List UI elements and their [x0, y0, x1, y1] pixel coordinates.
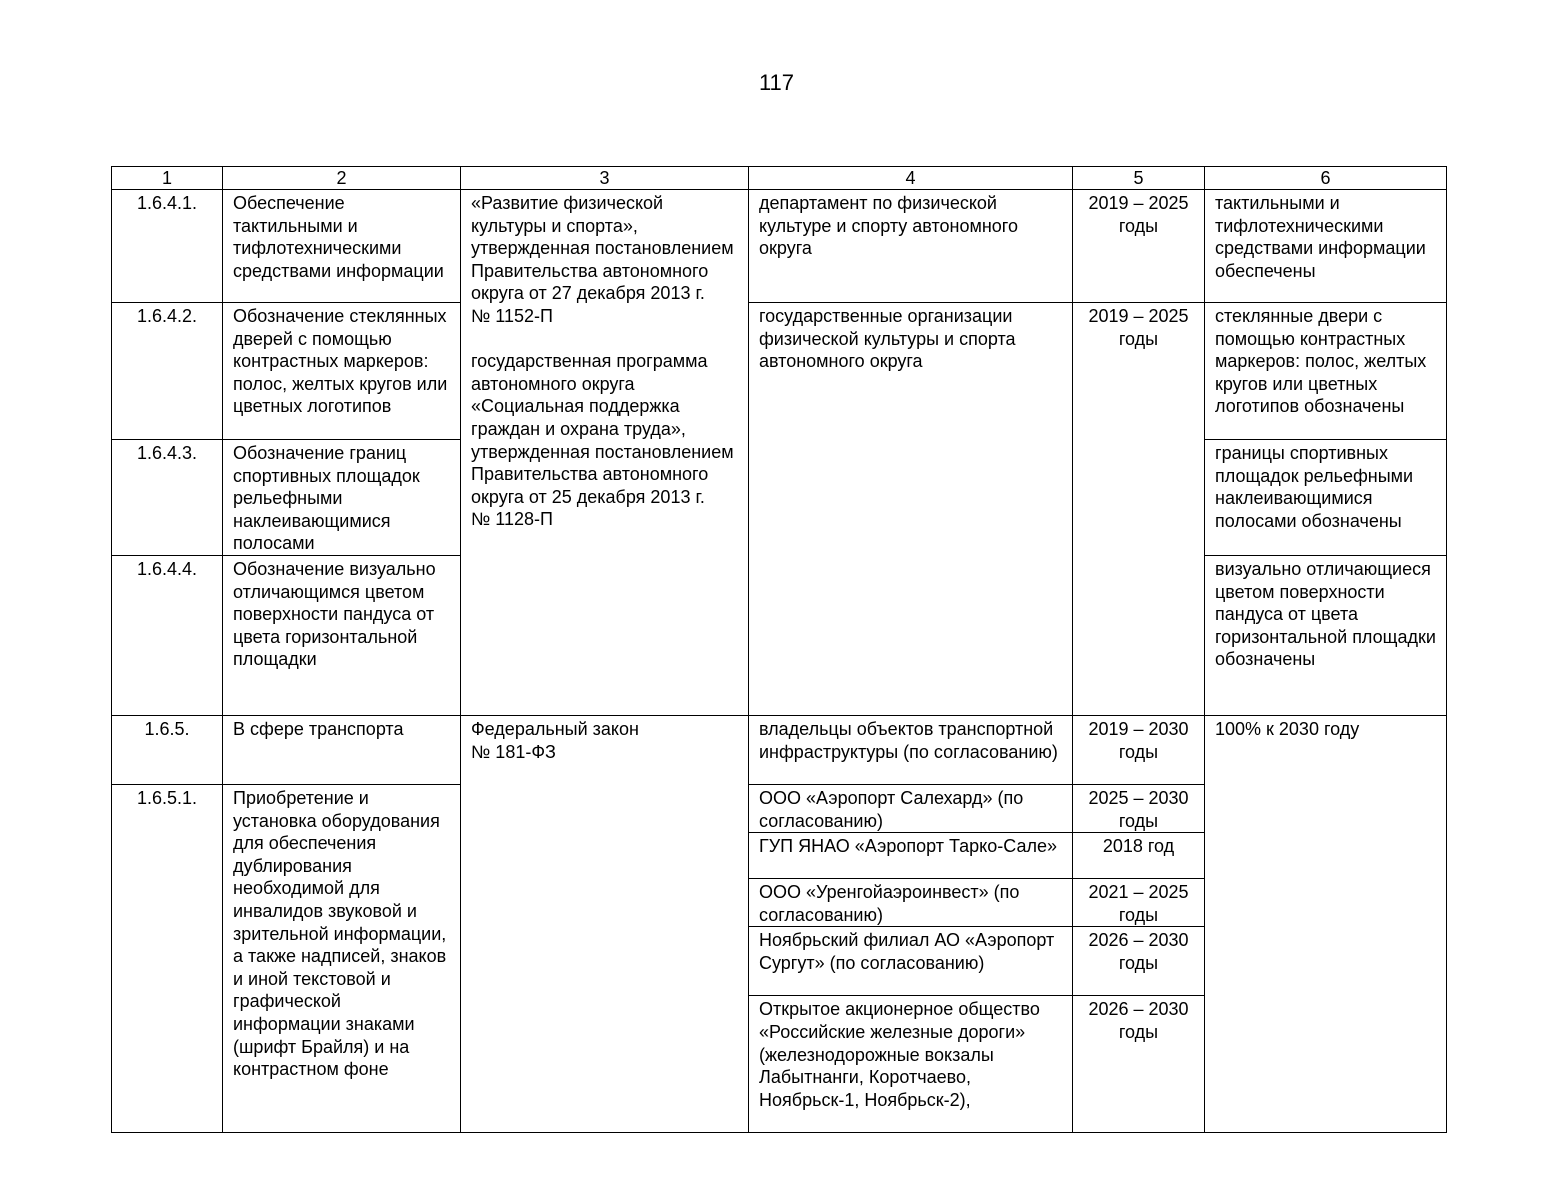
result-cell: стеклянные двери с помощью контрастных маркеров: полос, желтых кругов или цветных логотипов обозначены: [1205, 303, 1447, 440]
legal-basis-cell: [461, 190, 749, 716]
legal-basis-text: № 1152-П: [471, 305, 553, 326]
result-cell: 100% к 2030 году: [1205, 715, 1447, 1132]
item-number: 1.6.4.1.: [112, 190, 223, 303]
executor-cell: Открытое акционерное общество «Российские железные дороги» (железнодорожные вокзалы Лабытнанги, Коротчаево, Ноябрьск-1, Ноябрьск-2),: [749, 996, 1073, 1133]
result-cell: границы спортивных площадок рельефными наклеивающимися полосами обозначены: [1205, 440, 1447, 556]
measures-table: [111, 166, 1447, 1133]
executor-cell: Ноябрьский филиал АО «Аэропорт Сургут» (по согласованию): [749, 927, 1073, 996]
executor-cell: государственные организации физической культуры и спорта автономного округа: [749, 303, 1073, 716]
legal-basis-text: № 1128-П: [471, 509, 553, 530]
result-cell: визуально отличающиеся цветом поверхности пандуса от цвета горизонтальной площадки обозначены: [1205, 555, 1447, 715]
period-cell: 2019 – 2030 годы: [1073, 715, 1205, 784]
table-row: [112, 190, 1447, 303]
period-cell: 2026 – 2030 годы: [1073, 927, 1205, 996]
item-number: 1.6.4.3.: [112, 440, 223, 556]
result-cell: тактильными и тифлотехническими средствами информации обеспечены: [1205, 190, 1447, 303]
item-number: 1.6.5.1.: [112, 784, 223, 1132]
period-cell: 2021 – 2025 годы: [1073, 879, 1205, 927]
legal-basis-text: Федеральный закон: [471, 718, 639, 739]
legal-basis-text: «Развитие физической культуры и спорта», утвержденная постановлением Правительства автономного округа от 27 декабря 2013 г.: [471, 193, 734, 304]
executor-cell: департамент по физической культуре и спорту автономного округа: [749, 190, 1073, 303]
period-cell: 2019 – 2025 годы: [1073, 190, 1205, 303]
item-number: 1.6.4.4.: [112, 555, 223, 715]
column-header: 6: [1205, 167, 1447, 190]
period-cell: 2026 – 2030 годы: [1073, 996, 1205, 1133]
column-header: 5: [1073, 167, 1205, 190]
period-cell: 2018 год: [1073, 833, 1205, 879]
item-number: 1.6.5.: [112, 715, 223, 784]
measure-cell: Обозначение визуально отличающимся цветом поверхности пандуса от цвета горизонтальной площадки: [223, 555, 461, 715]
executor-cell: ООО «Аэропорт Салехард» (по согласованию): [749, 784, 1073, 832]
table-row: [112, 715, 1447, 784]
measure-cell: Обозначение стеклянных дверей с помощью контрастных маркеров: полос, желтых кругов или цветных логотипов: [223, 303, 461, 440]
legal-basis-text: государственная программа автономного округа «Социальная поддержка граждан и охрана труда», утвержденная постановлением Правительства автономного округа от 25 декабря 2013 г.: [471, 351, 734, 507]
period-cell: 2019 – 2025 годы: [1073, 303, 1205, 716]
legal-basis-text: № 181-ФЗ: [471, 741, 556, 762]
executor-cell: ГУП ЯНАО «Аэропорт Тарко-Сале»: [749, 833, 1073, 879]
item-number: 1.6.4.2.: [112, 303, 223, 440]
page-number: 117: [758, 70, 795, 95]
legal-basis-cell: [461, 715, 749, 1132]
measure-cell: Обозначение границ спортивных площадок рельефными наклеивающимися полосами: [223, 440, 461, 556]
column-header: 4: [749, 167, 1073, 190]
measure-cell: В сфере транспорта: [223, 715, 461, 784]
table-row: [112, 303, 1447, 440]
measure-cell: Обеспечение тактильными и тифлотехническими средствами информации: [223, 190, 461, 303]
measure-cell: Приобретение и установка оборудования для обеспечения дублирования необходимой для инвалидов звуковой и зрительной информации, а также надписей, знаков и иной текстовой и графической информации знаками (шрифт Брайля) и на контрастном фоне: [223, 784, 461, 1132]
executor-cell: владельцы объектов транспортной инфраструктуры (по согласованию): [749, 715, 1073, 784]
column-header: 2: [223, 167, 461, 190]
table-header-row: [112, 167, 1447, 190]
column-header: 1: [112, 167, 223, 190]
column-header: 3: [461, 167, 749, 190]
executor-cell: ООО «Уренгойаэроинвест» (по согласованию): [749, 879, 1073, 927]
period-cell: 2025 – 2030 годы: [1073, 784, 1205, 832]
